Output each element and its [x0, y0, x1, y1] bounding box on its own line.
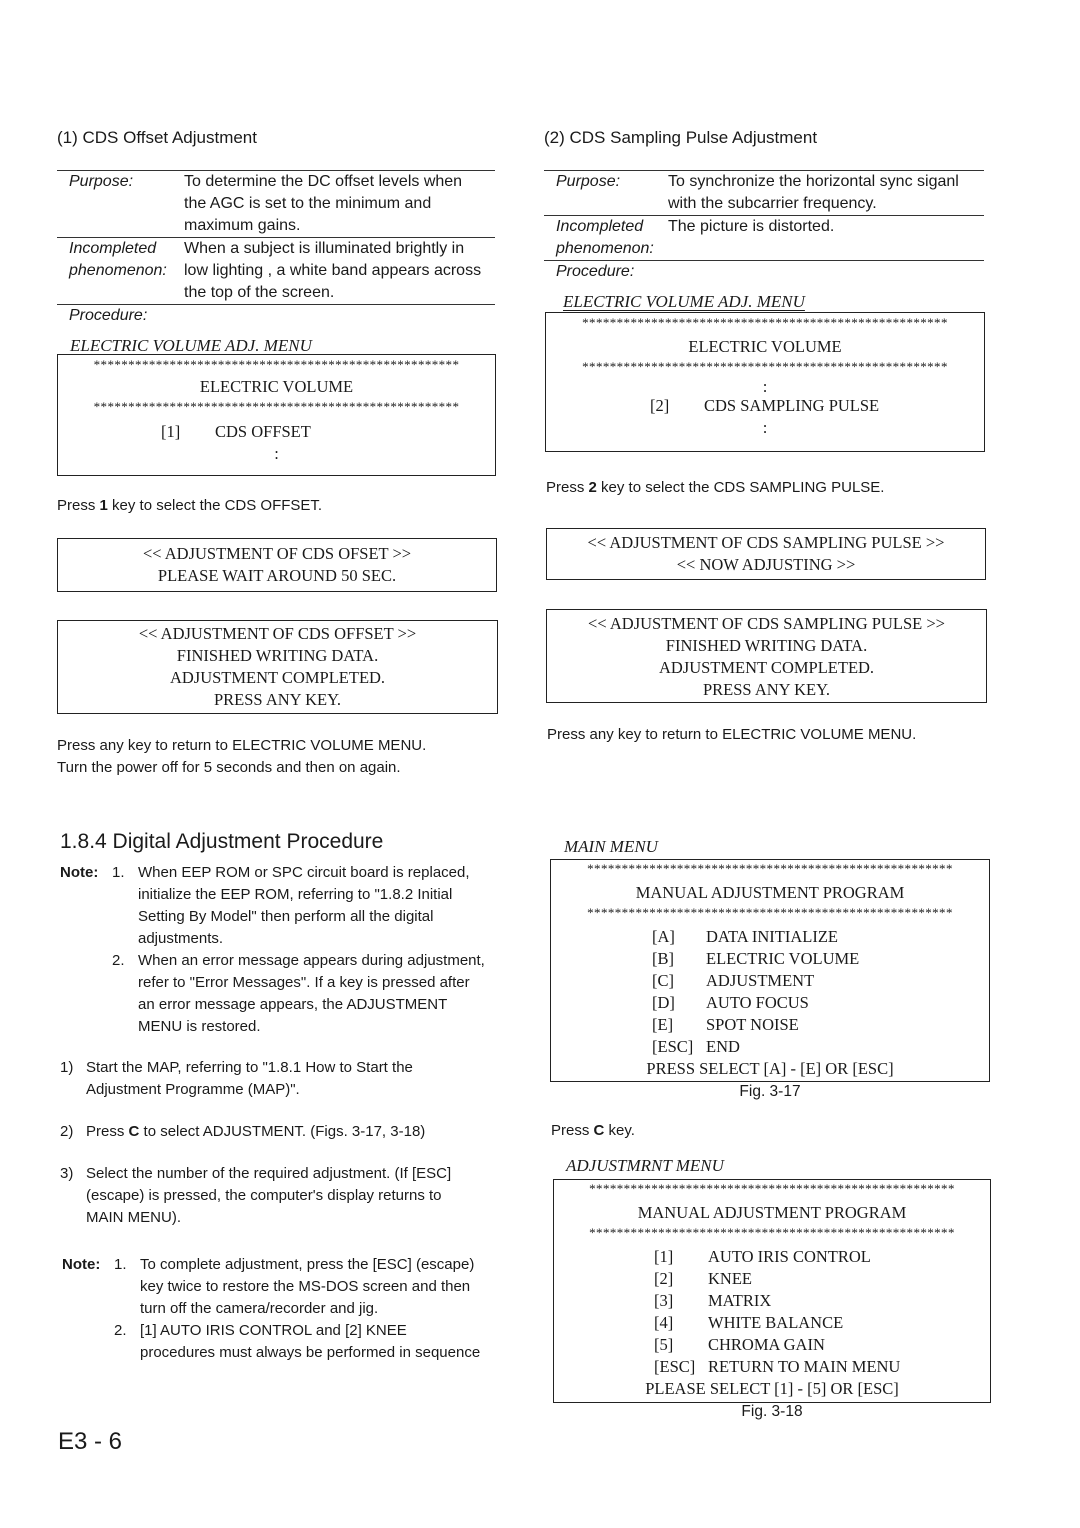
note-item: 2. [1] AUTO IRIS CONTROL and [2] KNEE procedures must always be performed in sequence: [114, 1322, 481, 1361]
menu-item-cds-sampling-pulse: [2] CDS SAMPLING PULSE: [650, 396, 880, 415]
purpose-label: Purpose:: [69, 173, 134, 190]
screen-line: << ADJUSTMENT OF CDS SAMPLING PULSE >>: [588, 614, 945, 633]
screen-line: PRESS ANY KEY.: [214, 690, 341, 709]
cds-sampling-adjusting-screen: [546, 528, 986, 580]
electric-volume-menu-caption: ELECTRIC VOLUME ADJ. MENU: [70, 336, 312, 355]
star-divider: *****************************************************: [93, 358, 460, 372]
press-1-instruction: Press 1 key to select the CDS OFFSET.: [57, 497, 323, 514]
menu-item-spot-noise: [E] SPOT NOISE: [652, 1015, 799, 1034]
adjustment-menu-screen: [553, 1179, 991, 1403]
screen-line: ADJUSTMENT COMPLETED.: [658, 658, 875, 677]
section-heading: 1.8.4 Digital Adjustment Procedure: [60, 830, 384, 853]
note-label: Note:: [62, 1256, 101, 1273]
screen-line: PLEASE WAIT AROUND 50 SEC.: [157, 566, 397, 585]
purpose-text-line: To determine the DC offset levels when: [184, 173, 463, 190]
menu-item-auto-focus: [D] AUTO FOCUS: [652, 993, 809, 1012]
menu-item-chroma-gain: [5] CHROMA GAIN: [654, 1335, 825, 1354]
menu-item-electric-volume: [B] ELECTRIC VOLUME: [652, 949, 860, 968]
menu-ellipsis: :: [762, 377, 768, 396]
electric-volume-menu-screen: [57, 354, 496, 476]
menu-title: ELECTRIC VOLUME: [199, 377, 354, 396]
menu-title: MANUAL ADJUSTMENT PROGRAM: [635, 883, 905, 902]
phenomenon-text-line: low lighting , a white band appears across: [184, 262, 482, 279]
purpose-text-line: the AGC is set to the minimum and: [184, 195, 432, 212]
note-item: 1. When EEP ROM or SPC circuit board is replaced, initialize the EEP ROM, referring to "1.8.2 Initial Setting By Model" then perform all the digital adjustments.: [112, 864, 470, 947]
star-divider: *****************************************************: [582, 316, 948, 330]
menu-prompt: PRESS SELECT [A] - [E] OR [ESC]: [646, 1059, 894, 1078]
screen-line: << NOW ADJUSTING >>: [676, 555, 856, 574]
note-item: 1. To complete adjustment, press the [ESC] (escape) key twice to restore the MS-DOS screen and then turn off the camera/recorder and jig.: [114, 1256, 475, 1317]
menu-item-knee: [2] KNEE: [654, 1269, 752, 1288]
menu-item-auto-iris-control: [1] AUTO IRIS CONTROL: [654, 1247, 871, 1266]
purpose-text-line: maximum gains.: [184, 217, 301, 234]
menu-ellipsis: :: [274, 444, 279, 463]
cds-sampling-finished-screen: [546, 609, 987, 703]
incompleted-label: Incompleted: [556, 218, 644, 235]
star-divider: *****************************************************: [93, 400, 460, 414]
phenomenon-label: phenomenon:: [556, 240, 654, 257]
cds-sampling-after-text: Press any key to return to ELECTRIC VOLUME MENU.: [547, 726, 917, 743]
phenomenon-text-line: the top of the screen.: [184, 284, 335, 301]
star-divider: *****************************************************: [587, 906, 953, 920]
menu-title: ELECTRIC VOLUME: [688, 337, 842, 356]
screen-line: FINISHED WRITING DATA.: [176, 646, 379, 665]
screen-line: << ADJUSTMENT OF CDS OFSET >>: [142, 544, 412, 563]
screen-line: ADJUSTMENT COMPLETED.: [169, 668, 386, 687]
star-divider: *****************************************************: [589, 1182, 955, 1196]
purpose-label: Purpose:: [556, 173, 621, 190]
cds-offset-title: (1) CDS Offset Adjustment: [57, 128, 257, 147]
electric-volume-menu-screen: [545, 312, 985, 452]
menu-item-adjustment: [C] ADJUSTMENT: [652, 971, 815, 990]
phenomenon-text-line: When a subject is illuminated brightly in: [184, 240, 465, 257]
press-2-instruction: Press 2 key to select the CDS SAMPLING PULSE.: [546, 479, 885, 496]
star-divider: *****************************************************: [589, 1226, 955, 1240]
screen-line: << ADJUSTMENT OF CDS OFFSET >>: [138, 624, 417, 643]
menu-item-matrix: [3] MATRIX: [654, 1291, 772, 1310]
screen-line: << ADJUSTMENT OF CDS SAMPLING PULSE >>: [587, 533, 945, 552]
purpose-row: [544, 170, 984, 215]
procedure-label: Procedure:: [69, 307, 148, 324]
purpose-row: [57, 170, 495, 237]
menu-item-cds-offset: [1] CDS OFFSET: [161, 422, 311, 441]
incompleted-label: Incompleted: [69, 240, 157, 257]
main-menu-caption: MAIN MENU: [564, 837, 658, 856]
phenomenon-text-line: The picture is distorted.: [668, 218, 835, 235]
procedure-label: Procedure:: [556, 263, 635, 280]
adjustment-menu-caption: ADJUSTMRNT MENU: [566, 1156, 724, 1175]
menu-ellipsis: :: [762, 418, 768, 437]
menu-title: MANUAL ADJUSTMENT PROGRAM: [637, 1203, 907, 1222]
menu-item-end: [ESC] END: [652, 1037, 740, 1056]
procedure-row: [57, 304, 495, 327]
steps-list: [60, 1057, 480, 1229]
procedure-row: [544, 260, 984, 283]
incompleted-row: [544, 215, 984, 260]
screen-line: PRESS ANY KEY.: [703, 680, 830, 699]
cds-sampling-definition-table: [544, 170, 984, 283]
menu-item-data-initialize: [A] DATA INITIALIZE: [652, 927, 839, 946]
fig-3-18-caption: Fig. 3-18: [741, 1403, 803, 1420]
main-menu-screen: [550, 859, 990, 1082]
step-item: 1) Start the MAP, referring to "1.8.1 How to Start the Adjustment Programme (MAP)".: [60, 1059, 413, 1098]
notes-block-2: [62, 1254, 482, 1364]
purpose-text-line: To synchronize the horizontal sync siganl: [668, 173, 959, 190]
cds-offset-definition-table: [57, 170, 495, 327]
text-line: Press any key to return to ELECTRIC VOLUME MENU.: [57, 737, 427, 754]
text-line: Turn the power off for 5 seconds and then on again.: [57, 759, 401, 776]
cds-sampling-pulse-title: (2) CDS Sampling Pulse Adjustment: [544, 128, 818, 147]
menu-item-white-balance: [4] WHITE BALANCE: [654, 1313, 844, 1332]
step-item: 2) Press C to select ADJUSTMENT. (Figs. 3-17, 3-18): [60, 1123, 426, 1140]
cds-offset-wait-screen: [57, 538, 497, 592]
phenomenon-label: phenomenon:: [69, 262, 167, 279]
note-item: 2. When an error message appears during adjustment, refer to "Error Messages". If a key is pressed after an error message appears, the ADJUSTMENT MENU is restored.: [112, 952, 485, 1035]
press-c-instruction: Press C key.: [551, 1122, 635, 1139]
notes-block-1: [60, 862, 490, 1038]
cds-offset-finished-screen: [57, 620, 498, 714]
menu-prompt: PLEASE SELECT [1] - [5] OR [ESC]: [645, 1379, 899, 1398]
cds-offset-after-text: [57, 735, 426, 779]
menu-item-return-to-main-menu: [ESC] RETURN TO MAIN MENU: [654, 1357, 901, 1376]
star-divider: *****************************************************: [587, 862, 953, 876]
adjustment-menu-items: [554, 1246, 990, 1378]
electric-volume-menu-caption: ELECTRIC VOLUME ADJ. MENU: [563, 292, 805, 311]
incompleted-row: [57, 237, 495, 304]
purpose-text-line: with the subcarrier frequency.: [668, 195, 877, 212]
page-number: E3 - 6: [58, 1428, 123, 1455]
note-label: Note:: [60, 864, 99, 881]
screen-line: FINISHED WRITING DATA.: [665, 636, 868, 655]
step-item: 3) Select the number of the required adjustment. (If [ESC] (escape) is pressed, the computer's display returns to MAIN MENU).: [60, 1165, 452, 1226]
main-menu-items: [551, 926, 989, 1058]
star-divider: *****************************************************: [582, 360, 948, 374]
fig-3-17-caption: Fig. 3-17: [739, 1083, 801, 1100]
